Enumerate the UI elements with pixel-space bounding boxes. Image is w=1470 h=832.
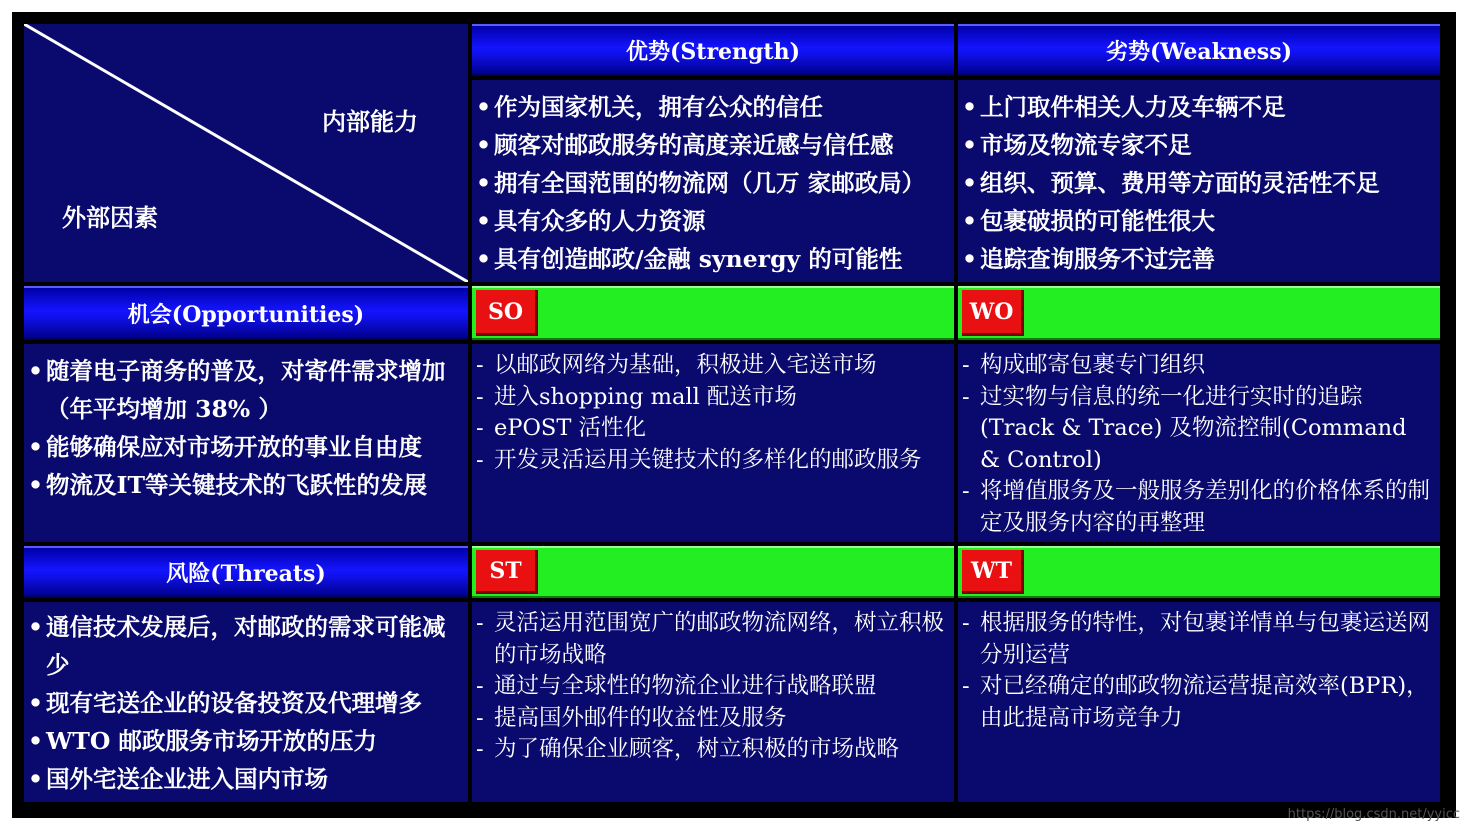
list-item: • 具有众多的人力资源	[476, 207, 706, 235]
so-strategies-cell	[472, 344, 954, 542]
threats-cell	[24, 602, 468, 802]
wo-strategies-cell	[958, 344, 1440, 542]
list-item: - 为了确保企业顾客，树立积极的市场战略	[476, 736, 900, 762]
weakness-header: 劣势(Weakness)	[958, 24, 1440, 76]
st-badge: ST	[476, 550, 538, 594]
list-item: • WTO 邮政服务市场开放的压力	[28, 727, 378, 755]
opportunities-list	[28, 352, 462, 504]
wo-list	[962, 350, 1432, 539]
list-item: - 提高国外邮件的收益性及服务	[476, 704, 787, 731]
list-item: • 作为国家机关，拥有公众的信任	[476, 93, 823, 121]
weaknesses-cell	[958, 80, 1440, 282]
st-strategies-cell	[472, 602, 954, 802]
list-item: • 顾客对邮政服务的高度亲近感与信任感	[476, 131, 894, 159]
list-item: • 包裹破损的可能性很大	[962, 207, 1215, 235]
opportunities-cell	[24, 344, 468, 542]
list-item: - 构成邮寄包裹专门组织	[962, 352, 1206, 378]
list-item: • 现有宅送企业的设备投资及代理增多	[28, 689, 422, 717]
list-item: - 对已经确定的邮政物流运营提高效率(BPR)，由此提高市场竞争力	[962, 673, 1429, 731]
wt-badge: WT	[962, 550, 1024, 594]
so-badge: SO	[476, 290, 538, 336]
wo-header-cell	[958, 286, 1440, 340]
watermark-text: https://blog.csdn.net/yyicc	[1287, 807, 1460, 822]
list-item: • 国外宅送企业进入国内市场	[28, 765, 328, 793]
opportunities-header: 机会(Opportunities)	[24, 286, 468, 340]
list-item: • 能够确保应对市场开放的事业自由度	[28, 433, 422, 461]
strengths-list	[476, 88, 954, 278]
so-green-bar	[472, 286, 954, 340]
st-list	[476, 608, 946, 766]
list-item: • 市场及物流专家不足	[962, 131, 1192, 159]
so-list	[476, 350, 946, 476]
list-item: - 过实物与信息的统一化进行实时的追踪(Track & Trace) 及物流控制(Command & Control)	[962, 383, 1407, 473]
list-item: - 通过与全球性的物流企业进行战略联盟	[476, 673, 877, 699]
list-item: - 将增值服务及一般服务差别化的价格体系的制定及服务内容的再整理	[962, 478, 1431, 536]
list-item: • 组织、预算、费用等方面的灵活性不足	[962, 169, 1380, 197]
wt-green-bar	[958, 546, 1440, 598]
list-item: • 物流及IT等关键技术的飞跃性的发展	[28, 471, 427, 499]
threats-header: 风险(Threats)	[24, 546, 468, 598]
external-factor-label: 外部因素	[62, 203, 158, 232]
wt-list	[962, 608, 1432, 734]
st-header-cell	[472, 546, 954, 598]
wo-badge: WO	[962, 290, 1024, 336]
internal-capability-label: 内部能力	[322, 107, 418, 136]
swot-table	[12, 12, 1456, 818]
list-item: - 开发灵活运用关键技术的多样化的邮政服务	[476, 446, 922, 473]
wo-green-bar	[958, 286, 1440, 340]
so-header-cell	[472, 286, 954, 340]
list-item: • 上门取件相关人力及车辆不足	[962, 93, 1286, 121]
st-green-bar	[472, 546, 954, 598]
weaknesses-list	[962, 88, 1440, 278]
threats-list	[28, 608, 462, 798]
strength-header: 优势(Strength)	[472, 24, 954, 76]
list-item: - 灵活运用范围宽广的邮政物流网络，树立积极的市场战略	[476, 610, 945, 668]
diagonal-line	[24, 24, 468, 282]
list-item: • 具有创造邮政/金融 synergy 的可能性	[476, 245, 903, 273]
wt-strategies-cell	[958, 602, 1440, 802]
list-item: - ePOST 活性化	[476, 415, 646, 441]
wt-header-cell	[958, 546, 1440, 598]
corner-cell	[24, 24, 468, 282]
list-item: - 根据服务的特性，对包裹详情单与包裹运送网分别运营	[962, 610, 1431, 668]
list-item: • 追踪查询服务不过完善	[962, 245, 1215, 273]
list-item: - 以邮政网络为基础，积极进入宅送市场	[476, 352, 877, 378]
strengths-cell	[472, 80, 954, 282]
list-item: - 进入shopping mall 配送市场	[476, 383, 797, 410]
list-item: • 拥有全国范围的物流网（几万 家邮政局）	[476, 169, 926, 197]
list-item: • 通信技术发展后，对邮政的需求可能减少	[28, 613, 446, 679]
list-item: • 随着电子商务的普及，对寄件需求增加 （年平均增加 38% ）	[28, 357, 446, 423]
